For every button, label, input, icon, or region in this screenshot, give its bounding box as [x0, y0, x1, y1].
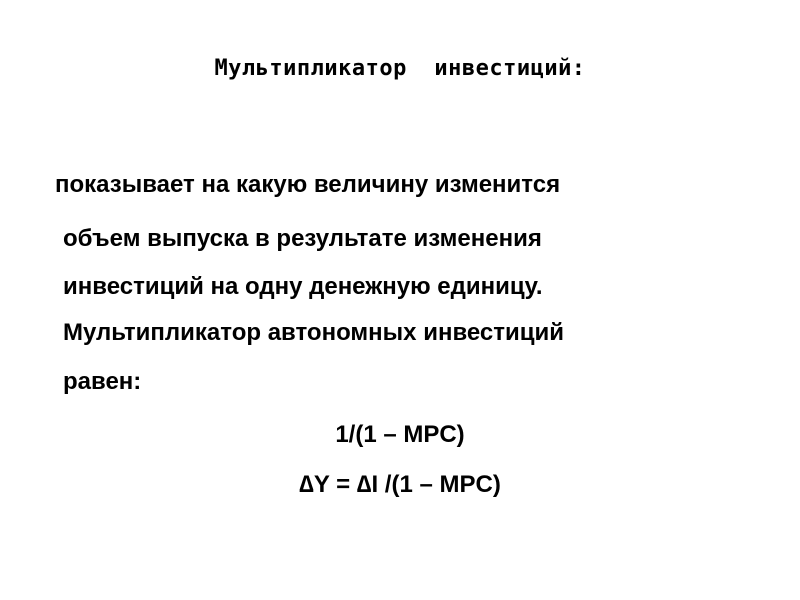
body-line-4: Мультипликатор автономных инвестиций [63, 319, 565, 346]
multiplier-formula: 1/(1 – MPC) [335, 421, 465, 448]
body-line-3: инвестиций на одну денежную единицу. [63, 273, 543, 300]
slide-title: Мультипликатор инвестиций: [214, 56, 586, 81]
body-line-2: объем выпуска в результате изменения [63, 225, 542, 252]
body-line-1: показывает на какую величину изменится [55, 171, 561, 198]
body-line-5: равен: [63, 368, 142, 395]
output-change-formula: ∆Y = ∆I /(1 – MPC) [299, 471, 501, 498]
